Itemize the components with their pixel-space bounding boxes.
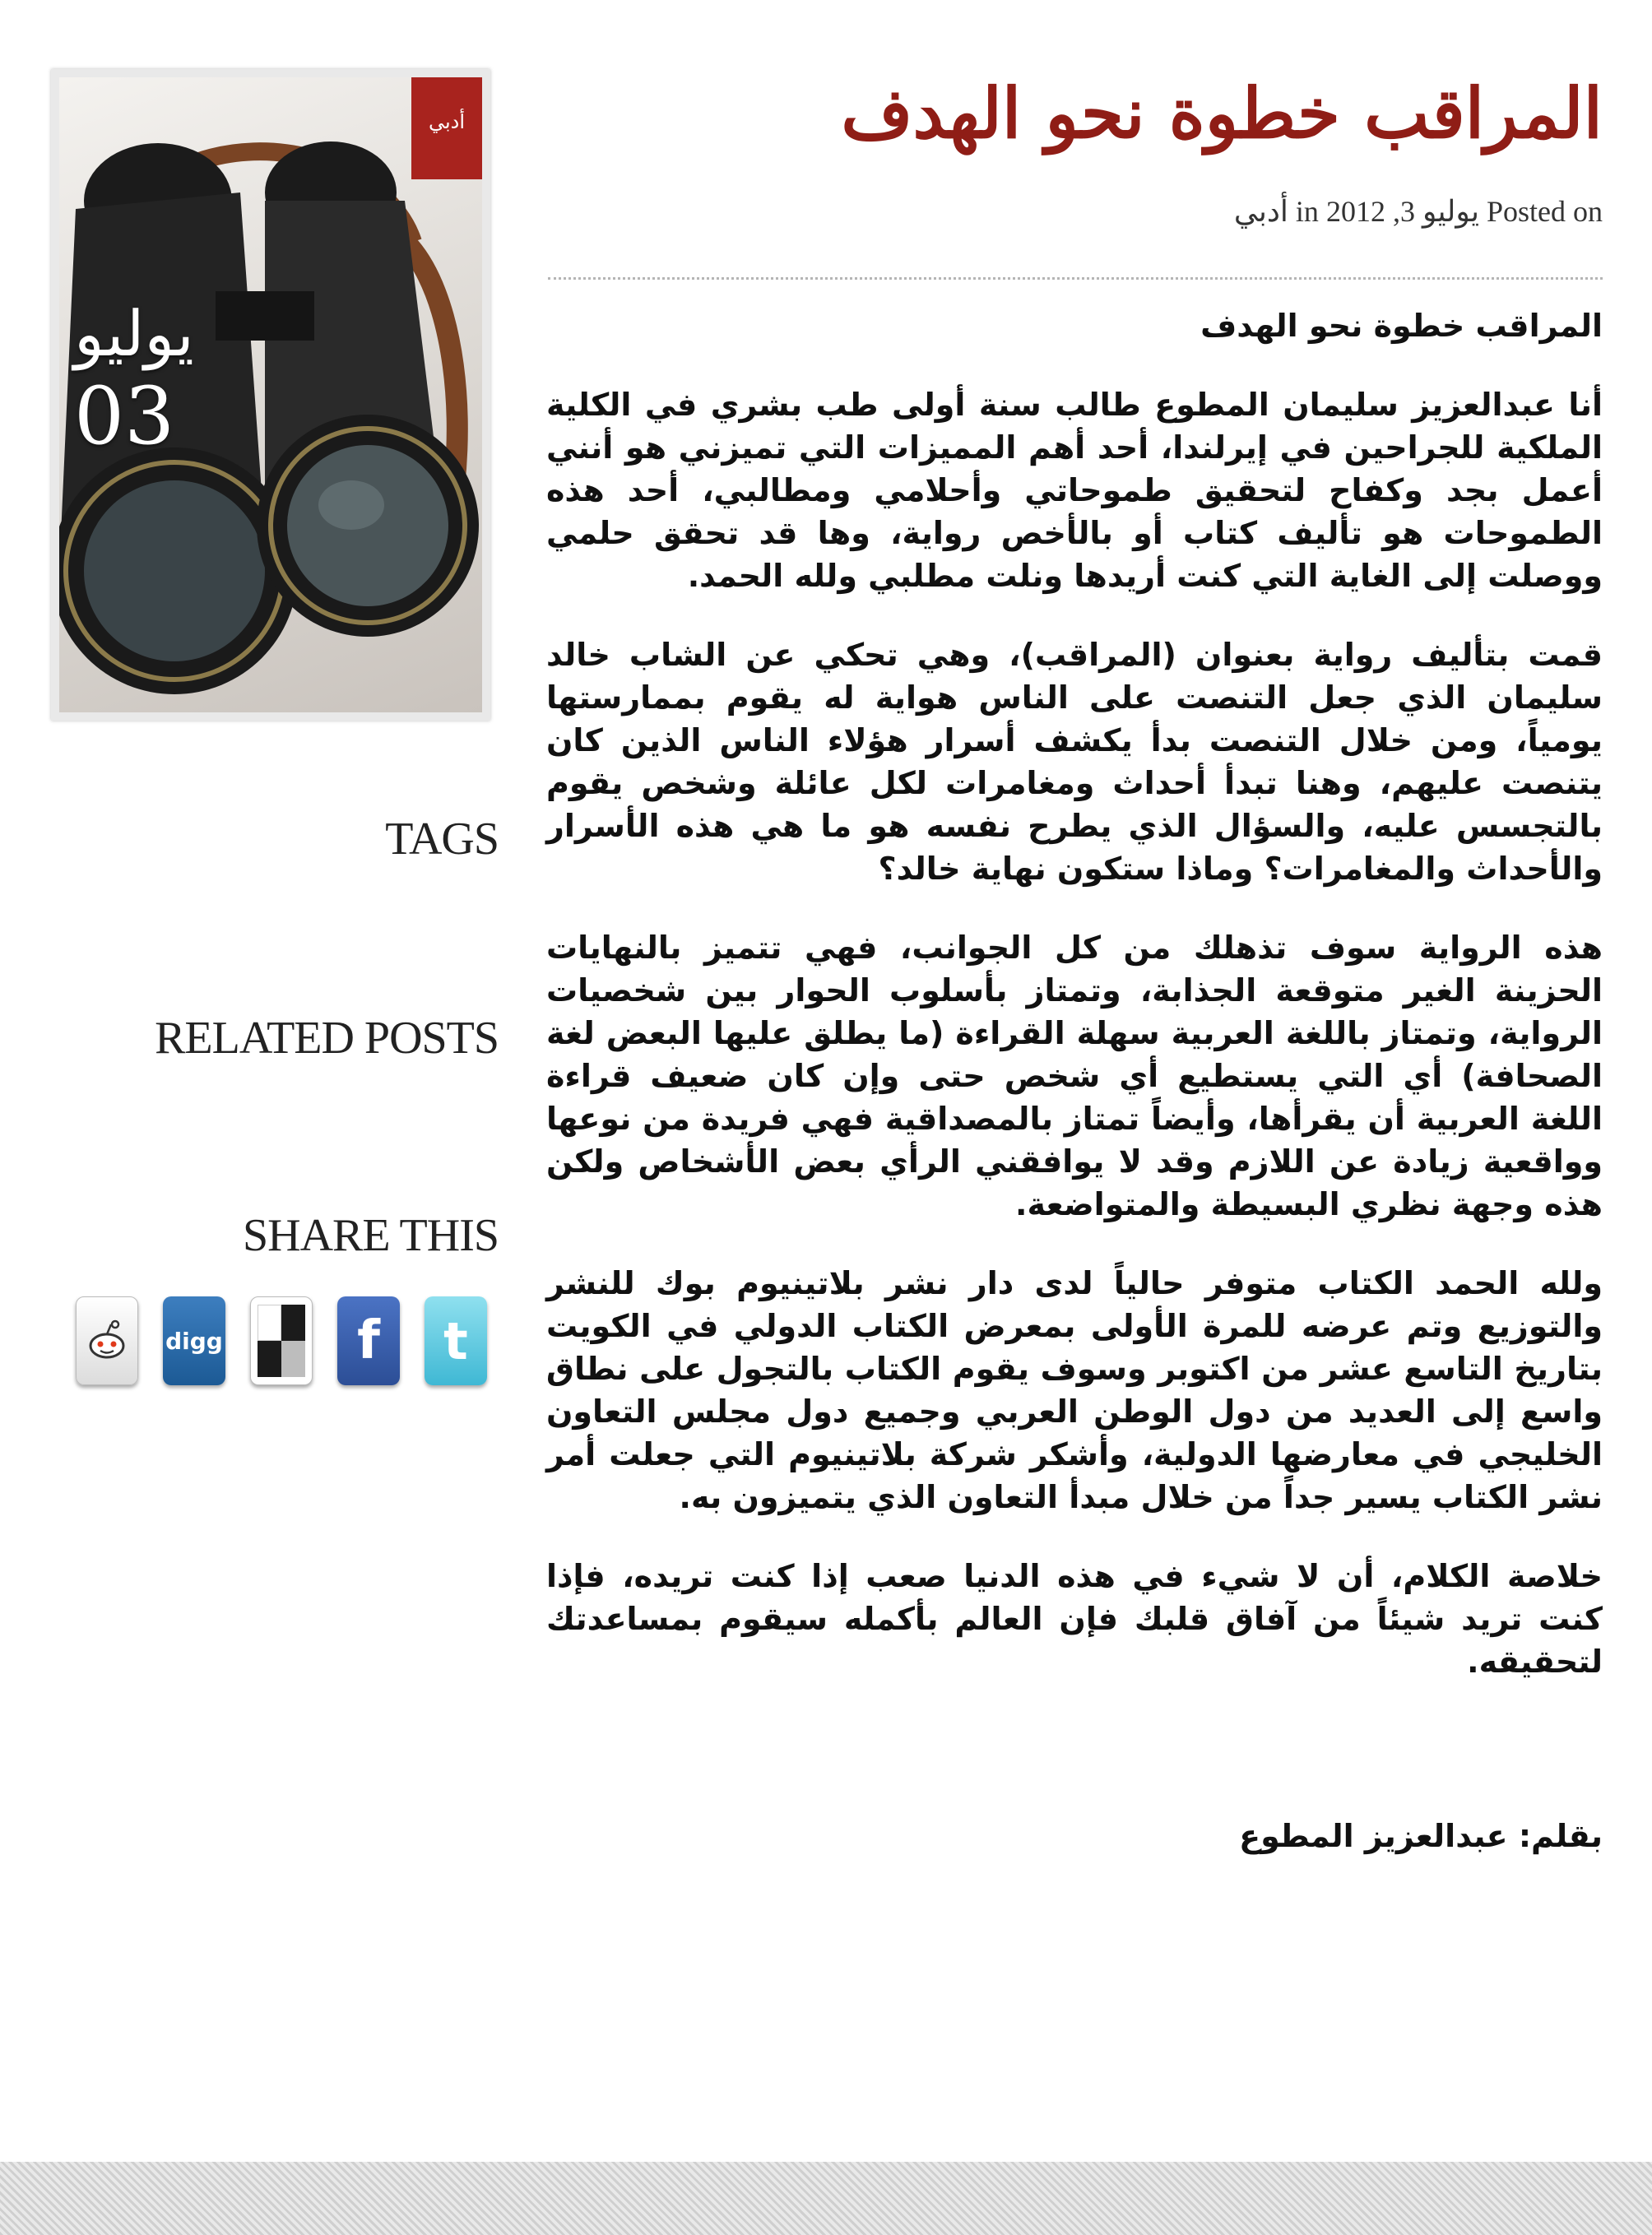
share-this-heading: SHARE THIS — [242, 1210, 499, 1261]
post-content — [546, 304, 1603, 1894]
content-paragraph: هذه الرواية سوف تذهلك من كل الجوانب، فهي تتميز بالنهايات الحزينة الغير متوقعة الجذابة، وتمتاز بأسلوب الحوار بين شخصيات الرواية، وتمتاز باللغة العربية سهلة القراءة (ما يطلق عليها البعض لغة الصحافة) أي التي يستطيع أي شخص حتى وإن كان ضعيف قراءة اللغة العربية أن يقرأها، وأيضاً تمتاز بالمصداقية فهي فريدة من نوعها وواقعية زيادة عن اللازم وقد لا يوافقني الرأي بعض الأشخاص ولكن هذه وجهة نظري البسيطة والمتواضعة. — [546, 930, 1603, 1222]
content-paragraph: ولله الحمد الكتاب متوفر حالياً لدى دار نشر بلاتينيوم بوك للنشر والتوزيع وتم عرضه للمرة الأولى بمعرض الكتاب الدولي في الكويت بتاريخ التاسع عشر من اكتوبر وسوف يقوم الكتاب بالتجول على نطاق واسع إلى العديد من دول الوطن العربي وجميع دول مجلس التعاون الخليجي في معارضها الدولية، وأشكر شركة بلاتينيوم التي جعلت أمر نشر الكتاب يسير جداً من خلال مبدأ التعاون الذي يتميزون به. — [546, 1265, 1603, 1515]
title-divider — [548, 277, 1603, 280]
related-posts-heading: RELATED POSTS — [155, 1013, 499, 1064]
content-subtitle: المراقب خطوة نحو الهدف — [1200, 308, 1603, 344]
binoculars-image — [59, 77, 482, 712]
category-badge[interactable]: أدبي — [411, 77, 482, 179]
reddit-alien-icon — [84, 1318, 130, 1364]
post-meta — [1234, 194, 1603, 229]
content-paragraph: أنا عبدالعزيز سليمان المطوع طالب سنة أولى طب بشري في الكلية الملكية للجراحين في إيرلندا، أحد أهم المميزات التي تميزني هو أنني أعمل بجد وكفاح لتحقيق طموحاتي وأحلامي ومطالبي، أحد هذه الطموحات هو تأليف كتاب أو بالأخص رواية، وها قد تحقق حلمي ووصلت إلى الغاية التي كنت أريدها ونلت مطلبي ولله الحمد. — [546, 387, 1603, 594]
post-title[interactable]: المراقب خطوة نحو الهدف — [841, 72, 1603, 154]
meta-in-label: in — [1295, 195, 1319, 228]
footer-band — [0, 2162, 1652, 2235]
post-thumbnail[interactable] — [51, 69, 490, 721]
content-paragraph: قمت بتأليف رواية بعنوان (المراقب)، وهي تحكي عن الشاب خالد سليمان الذي جعل التنصت على الناس هواية له يقوم بممارستها يومياً، ومن خلال التنصت بدأ يكشف أسرار هؤلاء الناس الذين كان يتنصت عليهم، وهنا تبدأ أحداث ومغامرات لكل عائلة وشخص يقوم بالتجسس عليه، والسؤال الذي يطرح نفسه هو ما هي هذه الأسرار والأحداث والمغامرات؟ وماذا ستكون نهاية خالد؟ — [546, 637, 1603, 887]
reddit-icon[interactable] — [76, 1296, 138, 1385]
tags-heading: TAGS — [385, 814, 499, 865]
post-date-overlay — [74, 299, 194, 460]
share-buttons — [76, 1296, 487, 1385]
author-signature: بقلم: عبدالعزيز المطوع — [1239, 1818, 1603, 1854]
meta-category-link[interactable]: أدبي — [1233, 195, 1288, 228]
content-paragraph: خلاصة الكلام، أن لا شيء في هذه الدنيا صعب إذا كنت تريده، فإذا كنت تريد شيئاً من آفاق قلبك فإن العالم بأكمله سيقوم بمساعدتك لتحقيقه. — [546, 1558, 1603, 1680]
facebook-icon[interactable]: f — [337, 1296, 400, 1385]
delicious-squares — [258, 1305, 305, 1377]
meta-date-link[interactable]: يوليو 3, 2012 — [1325, 195, 1479, 228]
date-day: 03 — [74, 369, 175, 462]
date-month: يوليو — [74, 297, 194, 370]
delicious-icon[interactable] — [250, 1296, 313, 1385]
digg-icon[interactable]: digg — [163, 1296, 225, 1385]
twitter-icon[interactable]: t — [425, 1296, 487, 1385]
meta-posted-prefix: Posted on — [1486, 195, 1603, 228]
